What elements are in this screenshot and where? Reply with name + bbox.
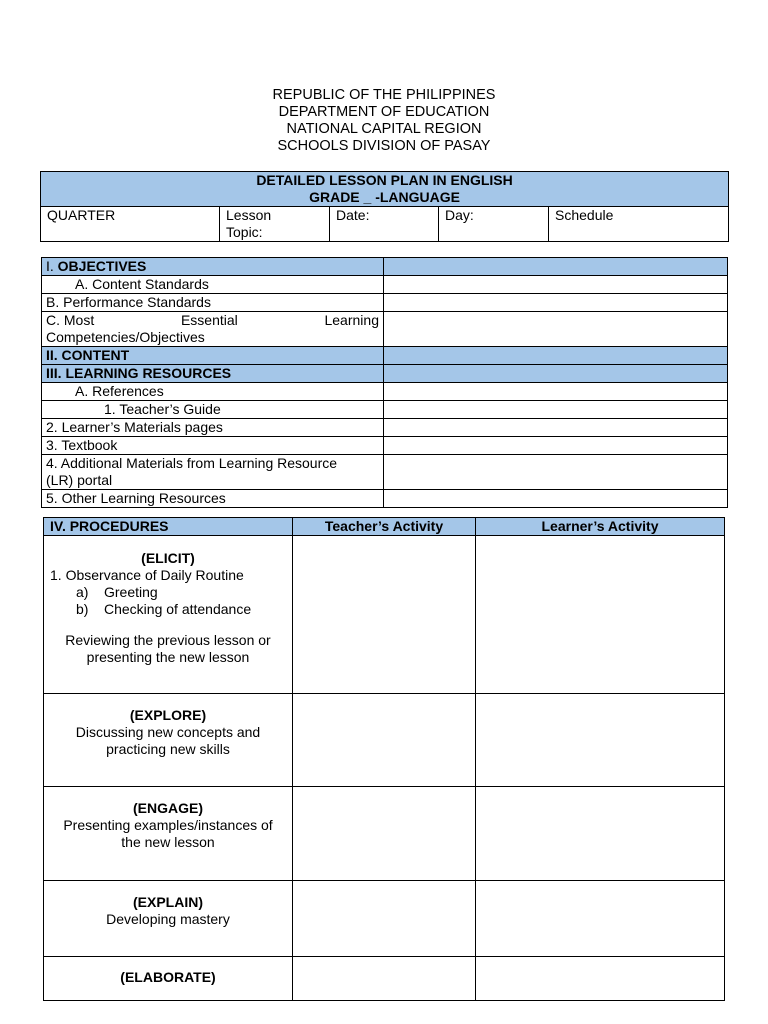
explain-cell	[44, 881, 293, 957]
engage-teacher-activity[interactable]	[293, 787, 476, 881]
lesson-topic-label-2: Topic:	[226, 224, 263, 240]
objectives-table	[41, 257, 728, 508]
day-cell[interactable]: Day:	[439, 207, 549, 242]
explore-cell	[44, 694, 293, 787]
header-line-region: NATIONAL CAPITAL REGION	[286, 121, 482, 137]
learning-resources-heading: III. LEARNING RESOURCES	[42, 365, 384, 383]
additional-materials-label	[42, 455, 384, 490]
teachers-guide-value[interactable]	[384, 401, 728, 419]
melc-word-3: Learning	[324, 312, 379, 328]
teacher-activity-header: Teacher’s Activity	[293, 518, 476, 536]
lesson-topic-label-1: Lesson	[226, 207, 272, 223]
explain-learner-activity[interactable]	[476, 881, 725, 957]
engage-desc-line-2: the new lesson	[121, 834, 215, 850]
header-line-division: SCHOOLS DIVISION OF PASAY	[277, 138, 491, 154]
quarter-cell[interactable]: QUARTER	[41, 207, 220, 242]
explore-learner-activity[interactable]	[476, 694, 725, 787]
elicit-item-1: 1. Observance of Daily Routine	[50, 567, 244, 583]
explain-phase-label: (EXPLAIN)	[133, 894, 203, 910]
other-resources-value[interactable]	[384, 490, 728, 508]
learning-resources-value[interactable]	[384, 365, 728, 383]
lesson-plan-title	[41, 172, 729, 207]
performance-standards-value[interactable]	[384, 294, 728, 312]
elicit-sublist	[50, 584, 286, 618]
elicit-desc-line-2: presenting the new lesson	[86, 649, 250, 665]
procedures-table	[43, 517, 725, 1001]
engage-cell	[44, 787, 293, 881]
objectives-label: OBJECTIVES	[57, 258, 147, 274]
teachers-guide-label: 1. Teacher’s Guide	[42, 401, 384, 419]
performance-standards-label: B. Performance Standards	[42, 294, 384, 312]
list-item	[76, 584, 286, 601]
explain-desc-line-1: Developing mastery	[106, 911, 230, 927]
references-value[interactable]	[384, 383, 728, 401]
schedule-cell[interactable]: Schedule	[549, 207, 729, 242]
attendance-label: Checking of attendance	[104, 601, 252, 617]
objectives-number: I.	[46, 258, 54, 274]
list-marker: b)	[76, 601, 89, 617]
melc-value[interactable]	[384, 312, 728, 347]
explore-desc-line-2: practicing new skills	[106, 741, 230, 757]
objectives-value[interactable]	[384, 258, 728, 276]
document-header	[0, 87, 768, 155]
learners-materials-value[interactable]	[384, 419, 728, 437]
lesson-topic-cell[interactable]	[220, 207, 330, 242]
additional-materials-value[interactable]	[384, 455, 728, 490]
greeting-label: Greeting	[104, 584, 158, 600]
header-line-department: DEPARTMENT OF EDUCATION	[278, 104, 490, 120]
content-standards-value[interactable]	[384, 276, 728, 294]
explore-phase-label: (EXPLORE)	[129, 707, 207, 723]
explore-teacher-activity[interactable]	[293, 694, 476, 787]
date-cell[interactable]: Date:	[330, 207, 439, 242]
objectives-heading	[42, 258, 384, 276]
engage-desc-line-1: Presenting examples/instances of	[63, 817, 273, 833]
textbook-label: 3. Textbook	[42, 437, 384, 455]
melc-word-1: C. Most	[46, 312, 95, 328]
references-label: A. References	[42, 383, 384, 401]
elaborate-teacher-activity[interactable]	[293, 957, 476, 1001]
textbook-value[interactable]	[384, 437, 728, 455]
explore-desc-line-1: Discussing new concepts and	[75, 724, 261, 740]
melc-word-2: Essential	[180, 312, 238, 328]
elicit-cell	[44, 536, 293, 694]
melc-word-4: Competencies/Objectives	[46, 329, 205, 345]
title-line-1: DETAILED LESSON PLAN IN ENGLISH	[256, 172, 513, 188]
elicit-learner-activity[interactable]	[476, 536, 725, 694]
header-line-republic: REPUBLIC OF THE PHILIPPINES	[272, 87, 496, 103]
learners-materials-label: 2. Learner’s Materials pages	[42, 419, 384, 437]
melc-label	[42, 312, 384, 347]
procedures-header: IV. PROCEDURES	[44, 518, 293, 536]
elaborate-phase-label: (ELABORATE)	[120, 969, 216, 985]
learner-activity-header: Learner’s Activity	[476, 518, 725, 536]
explain-teacher-activity[interactable]	[293, 881, 476, 957]
additional-materials-line-1: 4. Additional Materials from Learning Resource	[46, 455, 338, 471]
elicit-desc-line-1: Reviewing the previous lesson or	[65, 632, 271, 648]
list-item	[76, 601, 286, 618]
elaborate-cell	[44, 957, 293, 1001]
elaborate-learner-activity[interactable]	[476, 957, 725, 1001]
title-line-2: GRADE _ -LANGUAGE	[309, 189, 460, 205]
elicit-phase-label: (ELICIT)	[141, 550, 195, 566]
content-heading: II. CONTENT	[42, 347, 384, 365]
elicit-teacher-activity[interactable]	[293, 536, 476, 694]
content-value[interactable]	[384, 347, 728, 365]
content-standards-label: A. Content Standards	[42, 276, 384, 294]
additional-materials-line-2: (LR) portal	[46, 472, 113, 488]
list-marker: a)	[76, 584, 89, 600]
lesson-plan-title-table	[40, 171, 729, 242]
engage-learner-activity[interactable]	[476, 787, 725, 881]
engage-phase-label: (ENGAGE)	[133, 800, 203, 816]
other-resources-label: 5. Other Learning Resources	[42, 490, 384, 508]
